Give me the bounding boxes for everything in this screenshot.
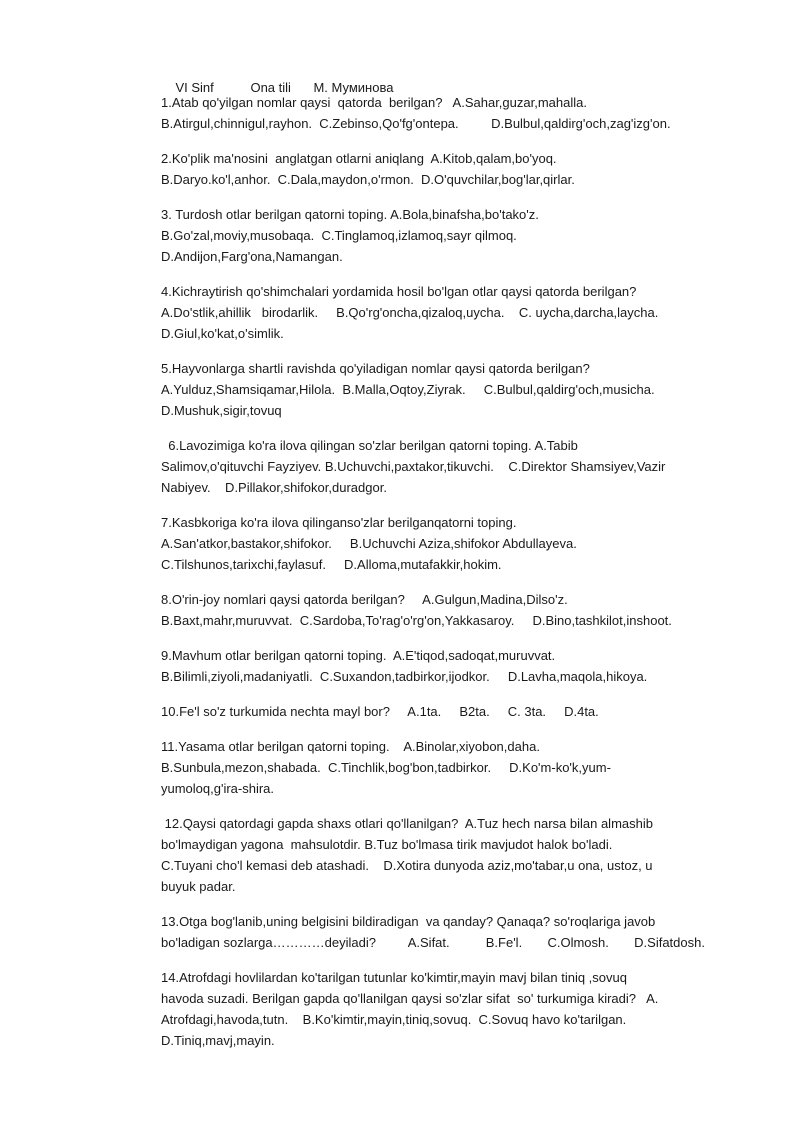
question-11: 11.Yasama otlar berilgan qatorni toping. A.Binolar,xiyobon,daha. B.Sunbula,mezon,shabada. C.Tinchlik,bog'bon,tadbirkor. D.Ko'm-ko'k,yum- yumoloq,g'ira-shira. [161,739,611,796]
question-14: 14.Atrofdagi hovlilardan ko'tarilgan tutunlar ko'kimtir,mayin mavj bilan tiniq ,sovuq havoda suzadi. Berilgan gapda qo'llanilgan qaysi so'zlar sifat so' turkumiga kiradi? A. Atrofdagi,havoda,tutn. B.Ko'kimtir,mayin,tiniq,sovuq. C.Sovuq havo ko'tarilgan. D.Tiniq,mavj,mayin. [161,970,659,1048]
question-7: 7.Kasbkoriga ko'ra ilova qilinganso'zlar berilganqatorni toping. A.San'atkor,bastakor,shifokor. B.Uchuvchi Aziza,shifokor Abdullayeva. C.Tilshunos,tarixchi,faylasuf. D.Alloma,mutafakkir,hokim. [161,515,577,572]
question-3: 3. Turdosh otlar berilgan qatorni toping. A.Bola,binafsha,bo'tako'z. B.Go'zal,moviy,musobaqa. C.Tinglamoq,izlamoq,sayr qilmoq. D.Andijon,Farg'ona,Namangan. [161,207,539,264]
teacher-name: M. Муминова [313,80,394,95]
question-12: 12.Qaysi qatordagi gapda shaxs otlari qo'llanilgan? A.Tuz hech narsa bilan almashib bo'lmaydigan yagona mahsulotdir. B.Tuz bo'lmasa tirik mavjudot halok bo'ladi. C.Tuyani cho'l kemasi deb atashadi. D.Xotira dunyoda aziz,mo'tabar,u ona, ustoz, u buyuk padar. [161,816,653,894]
question-1: 1.Atab qo'yilgan nomlar qaysi qatorda berilgan? A.Sahar,guzar,mahalla. B.Atirgul,chinnigul,rayhon. C.Zebinso,Qo'fg'ontepa. D.Bulbul,qaldirg'och,zag'izg'on. [161,95,671,131]
document-page [161,56,721,1065]
question-8: 8.O'rin-joy nomlari qaysi qatorda berilgan? A.Gulgun,Madina,Dilso'z. B.Baxt,mahr,muruvvat. C.Sardoba,To'rag'o'rg'on,Yakkasaroy. D.Bino,tashkilot,inshoot. [161,592,672,628]
question-5: 5.Hayvonlarga shartli ravishda qo'yiladigan nomlar qaysi qatorda berilgan? A.Yulduz,Shamsiqamar,Hilola. B.Malla,Oqtoy,Ziyrak. C.Bulbul,qaldirg'och,musicha. D.Mushuk,sigir,tovuq [161,361,655,418]
question-2: 2.Ko'plik ma'nosini anglatgan otlarni aniqlang A.Kitob,qalam,bo'yoq. B.Daryo.ko'l,anhor. C.Dala,maydon,o'rmon. D.O'quvchilar,bog'lar,qirlar. [161,151,575,187]
question-9: 9.Mavhum otlar berilgan qatorni toping. A.E'tiqod,sadoqat,muruvvat. B.Bilimli,ziyoli,madaniyatli. C.Suxandon,tadbirkor,ijodkor. D.Lavha,maqola,hikoya. [161,648,648,684]
subject-label: Ona tili [250,80,291,95]
question-10: 10.Fe'l so'z turkumida nechta mayl bor? A.1ta. B2ta. C. 3ta. D.4ta. [161,704,599,719]
question-6: 6.Lavozimiga ko'ra ilova qilingan so'zlar berilgan qatorni toping. A.Tabib Salimov,o'qituvchi Fayziyev. B.Uchuvchi,paxtakor,tikuvchi. C.Direktor Shamsiyev,Vazir Nabiyev. D.Pillakor,shifokor,duradgor. [161,438,666,495]
document-header [161,56,721,95]
question-4: 4.Kichraytirish qo'shimchalari yordamida hosil bo'lgan otlar qaysi qatorda berilgan? A.Do'stlik,ahillik birodarlik. B.Qo'rg'oncha,qizaloq,uycha. C. uycha,darcha,laycha. D.Giul,ko'kat,o'simlik. [161,284,659,341]
grade-label: VI Sinf [175,80,214,95]
question-13: 13.Otga bog'lanib,uning belgisini bildiradigan va qanday? Qanaqa? so'roqlariga javob bo'ladigan sozlarga…………deyiladi? A.Sifat. B.Fe'l. C.Olmosh. D.Sifatdosh. [161,914,705,950]
